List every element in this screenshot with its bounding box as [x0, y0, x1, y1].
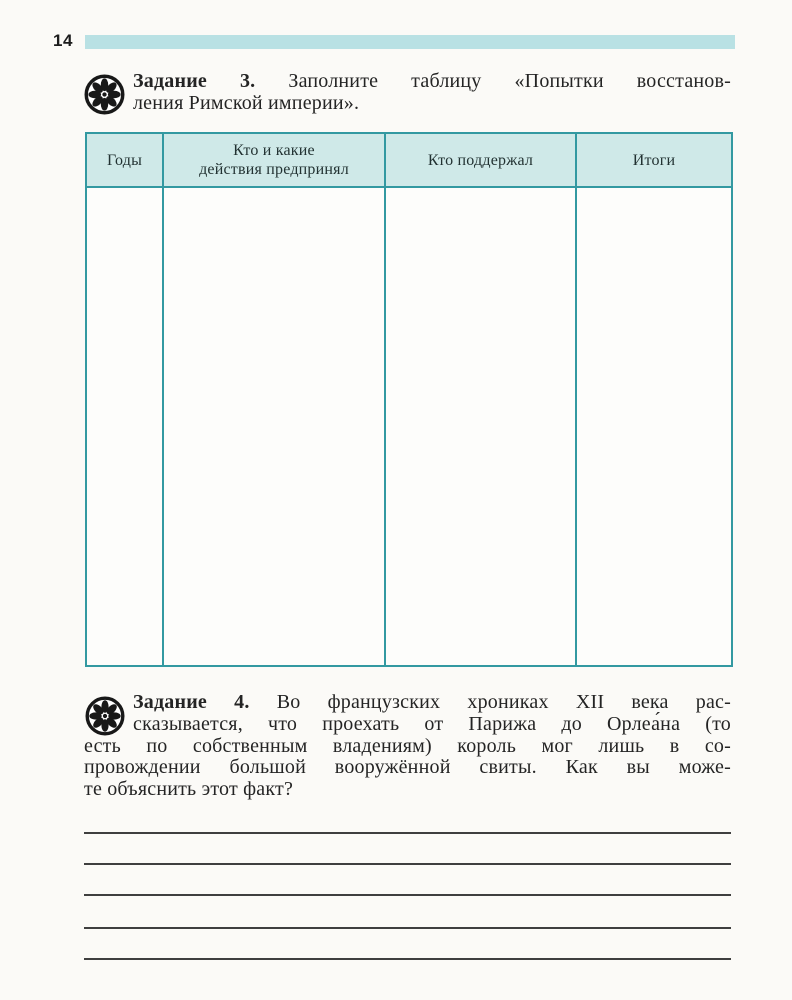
task-4-line [133, 692, 731, 714]
task-4-label: Задание 4. [133, 691, 250, 713]
table-cell-years[interactable] [87, 188, 164, 665]
rosette-icon [84, 74, 125, 115]
page-number: 14 [53, 31, 73, 50]
task-4-line: те объяснить этот факт? [84, 778, 294, 801]
answer-area [84, 830, 731, 962]
task-4-line: есть по собственным владениям) король мог лишь в со- [84, 734, 731, 757]
table-header-results: Итоги [577, 134, 731, 188]
table-cell-results[interactable] [577, 188, 731, 665]
table-header-who-actions: Кто и какие действия предпринял [164, 134, 386, 188]
task-3-text: Заполните таблицу «Попытки восстанов- [288, 70, 732, 92]
table-cell-who-supported[interactable] [386, 188, 577, 665]
answer-line[interactable] [84, 894, 731, 896]
rosette-icon [85, 696, 126, 737]
restore-empire-table [85, 132, 733, 667]
answer-line[interactable] [84, 927, 731, 929]
task-3-label: Задание 3. [133, 70, 256, 92]
task-3-line: ления Римской империи». [133, 91, 360, 114]
task-4-line: провождении большой вооружённой свиты. Как вы може- [84, 756, 731, 779]
answer-line[interactable] [84, 863, 731, 865]
answer-line[interactable] [84, 958, 731, 960]
task-4 [84, 692, 731, 801]
task-3 [84, 71, 731, 115]
table-cell-who-actions[interactable] [164, 188, 386, 665]
task-4-text: Во французских хрониках XII века рас- [276, 691, 731, 713]
table-header-years: Годы [87, 134, 164, 188]
task-3-line [133, 71, 731, 93]
header-accent-bar [85, 35, 735, 49]
task-4-line: сказывается, что проехать от Парижа до Орлеа́на (то [133, 712, 731, 735]
answer-line[interactable] [84, 832, 731, 834]
table-header-who-supported: Кто поддержал [386, 134, 577, 188]
